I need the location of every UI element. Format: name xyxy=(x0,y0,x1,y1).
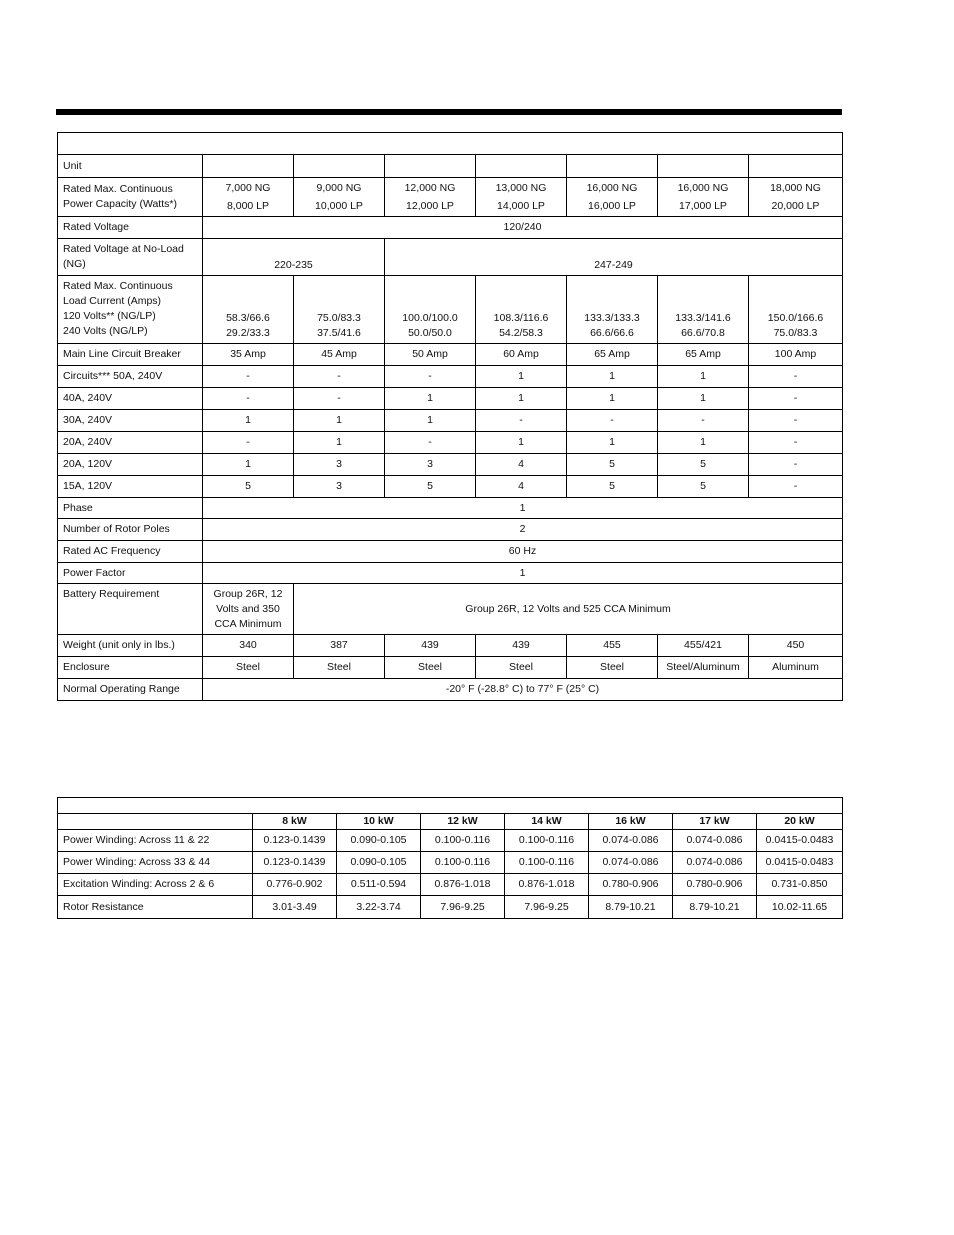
top-rule xyxy=(56,109,842,115)
row-label: Power Winding: Across 11 & 22 xyxy=(58,830,253,852)
cell-value: 3.01-3.49 xyxy=(253,896,337,919)
cell-value: 13,000 NG xyxy=(495,181,547,194)
cell-value: 7.96-9.25 xyxy=(505,896,589,919)
row-label: 20A, 240V xyxy=(58,432,203,454)
cell-value: 455/421 xyxy=(658,635,749,657)
cell-value: 45 Amp xyxy=(294,344,385,366)
cell-value: 0.780-0.906 xyxy=(589,874,673,896)
unit-row xyxy=(58,155,843,178)
column-header: 10 kW xyxy=(337,814,421,830)
noload-row xyxy=(58,239,843,276)
cell-value: 60 Amp xyxy=(476,344,567,366)
cell-value: Steel xyxy=(203,657,294,679)
cell-value: 100 Amp xyxy=(749,344,843,366)
column-header: 20 kW xyxy=(757,814,843,830)
phase-row xyxy=(58,498,843,519)
cell-value: 247-249 xyxy=(385,239,843,276)
power-factor-row xyxy=(58,563,843,584)
column-header: 8 kW xyxy=(253,814,337,830)
enclosure-row xyxy=(58,657,843,679)
cell-value: 8.79-10.21 xyxy=(589,896,673,919)
row-label: Battery Requirement xyxy=(58,584,203,635)
cell-value: - xyxy=(749,366,843,388)
cell-value: 8,000 LP xyxy=(226,199,270,212)
cell-value: 8.79-10.21 xyxy=(673,896,757,919)
frequency-row xyxy=(58,541,843,563)
cell-value: - xyxy=(294,388,385,410)
battery-row xyxy=(58,584,843,635)
cell-value: - xyxy=(476,410,567,432)
table-row xyxy=(58,830,843,852)
cell-value: 0.100-0.116 xyxy=(421,852,505,874)
cell-value: 0.0415-0.0483 xyxy=(757,830,843,852)
cell-value: - xyxy=(203,432,294,454)
cell-value: 0.074-0.086 xyxy=(589,830,673,852)
row-label: Rated AC Frequency xyxy=(58,541,203,563)
cell-value: 100.0/100.0 xyxy=(402,312,458,324)
breaker-row xyxy=(58,344,843,366)
row-label: Main Line Circuit Breaker xyxy=(58,344,203,366)
cell-value: 5 xyxy=(658,454,749,476)
cell-value: 2 xyxy=(203,519,843,541)
cell-value: 133.3/141.6 xyxy=(675,312,731,324)
row-label: Rated Max. Continuous Load Current (Amps) 120 Volts** (NG/LP) 240 Volts (NG/LP) xyxy=(58,276,203,344)
table-row xyxy=(58,874,843,896)
table-row xyxy=(58,896,843,919)
column-header: 12 kW xyxy=(421,814,505,830)
cell-value: Group 26R, 12 Volts and 350 CCA Minimum xyxy=(203,584,294,635)
cell-value: 0.876-1.018 xyxy=(421,874,505,896)
cell-value: 1 xyxy=(385,388,476,410)
row-label: Phase xyxy=(58,498,203,519)
cell-value: 0.100-0.116 xyxy=(505,852,589,874)
cell-value: 340 xyxy=(203,635,294,657)
cell-value: 16,000 LP xyxy=(588,199,636,212)
row-label: 30A, 240V xyxy=(58,410,203,432)
cell-value: 9,000 NG xyxy=(316,181,362,194)
row-label: 15A, 120V xyxy=(58,476,203,498)
cell-value: 0.090-0.105 xyxy=(337,830,421,852)
cell-value: - xyxy=(749,410,843,432)
cell-value: 1 xyxy=(203,498,843,519)
cell-value: 5 xyxy=(203,476,294,498)
cell-value: - xyxy=(203,366,294,388)
cell-value: 4 xyxy=(476,454,567,476)
cell-value: 1 xyxy=(294,432,385,454)
cell-value: 65 Amp xyxy=(567,344,658,366)
cell-value: - xyxy=(749,388,843,410)
cell-value: Aluminum xyxy=(749,657,843,679)
cell-value: 1 xyxy=(385,410,476,432)
cell-value: 3 xyxy=(385,454,476,476)
row-label: Enclosure xyxy=(58,657,203,679)
cell-value: 1 xyxy=(294,410,385,432)
cell-value: 0.123-0.1439 xyxy=(253,852,337,874)
row-label: Number of Rotor Poles xyxy=(58,519,203,541)
circuit-30a-row xyxy=(58,410,843,432)
cell-value: 1 xyxy=(567,432,658,454)
cell-value: 5 xyxy=(567,476,658,498)
cell-value: Steel xyxy=(476,657,567,679)
row-label: Power Factor xyxy=(58,563,203,584)
cell-value: Steel xyxy=(385,657,476,679)
cell-value: 3.22-3.74 xyxy=(337,896,421,919)
table-row xyxy=(58,852,843,874)
cell-value: 0.090-0.105 xyxy=(337,852,421,874)
circuit-20a-240v-row xyxy=(58,432,843,454)
cell-value: 54.2/58.3 xyxy=(499,327,543,339)
cell-value: 7.96-9.25 xyxy=(421,896,505,919)
cell-value: 0.100-0.116 xyxy=(421,830,505,852)
cell-value: 50 Amp xyxy=(385,344,476,366)
cell-value: - xyxy=(567,410,658,432)
cell-value: 108.3/116.6 xyxy=(493,312,549,324)
cell-value: 220-235 xyxy=(203,239,385,276)
cell-value: 120/240 xyxy=(203,217,843,239)
cell-value: 1 xyxy=(658,366,749,388)
poles-row xyxy=(58,519,843,541)
cell-value: 387 xyxy=(294,635,385,657)
circuit-15a-row xyxy=(58,476,843,498)
cell-value: 12,000 LP xyxy=(406,199,454,212)
cell-value: 50.0/50.0 xyxy=(408,327,452,339)
cell-value: 58.3/66.6 xyxy=(226,312,270,324)
cell-value: - xyxy=(658,410,749,432)
resistance-table xyxy=(57,797,843,919)
cell-value: - xyxy=(203,388,294,410)
cell-value: 14,000 LP xyxy=(497,199,545,212)
cell-value: 10.02-11.65 xyxy=(757,896,843,919)
resistance-title-row xyxy=(58,798,843,814)
row-label: Rotor Resistance xyxy=(58,896,253,919)
cell-value: 1 xyxy=(476,432,567,454)
cell-value: 1 xyxy=(567,388,658,410)
cell-value: 455 xyxy=(567,635,658,657)
cell-value: 35 Amp xyxy=(203,344,294,366)
cell-value: -20° F (-28.8° C) to 77° F (25° C) xyxy=(203,679,843,701)
cell-value: 0.731-0.850 xyxy=(757,874,843,896)
cell-value: 1 xyxy=(658,388,749,410)
cell-value: Group 26R, 12 Volts and 525 CCA Minimum xyxy=(294,584,843,635)
cell-value: 75.0/83.3 xyxy=(773,327,818,339)
row-label: 20A, 120V xyxy=(58,454,203,476)
cell-value: 0.0415-0.0483 xyxy=(757,852,843,874)
cell-value: 0.074-0.086 xyxy=(673,852,757,874)
cell-value: 0.876-1.018 xyxy=(505,874,589,896)
cell-value: 3 xyxy=(294,454,385,476)
row-label: Weight (unit only in lbs.) xyxy=(58,635,203,657)
row-label: Normal Operating Range xyxy=(58,679,203,701)
cell-value: 16,000 NG xyxy=(586,181,638,194)
cell-value: 439 xyxy=(476,635,567,657)
circuit-40a-row xyxy=(58,388,843,410)
cell-value: 17,000 LP xyxy=(679,199,727,212)
circuit-50a-row xyxy=(58,366,843,388)
voltage-row xyxy=(58,217,843,239)
cell-value: - xyxy=(385,432,476,454)
cell-value: 1 xyxy=(203,563,843,584)
cell-value: 0.780-0.906 xyxy=(673,874,757,896)
resistance-header-row xyxy=(58,814,843,830)
cell-value: 1 xyxy=(658,432,749,454)
cell-value: 20,000 LP xyxy=(771,199,820,212)
row-label: Rated Voltage at No-Load (NG) xyxy=(58,239,203,276)
cell-value: 1 xyxy=(476,366,567,388)
current-row xyxy=(58,276,843,344)
cell-value: 450 xyxy=(749,635,843,657)
weight-row xyxy=(58,635,843,657)
cell-value: 0.776-0.902 xyxy=(253,874,337,896)
cell-value: 1 xyxy=(476,388,567,410)
row-label: Rated Max. Continuous Power Capacity (Watts*) xyxy=(58,178,203,217)
cell-value: 66.6/70.8 xyxy=(681,327,725,339)
cell-value: 5 xyxy=(658,476,749,498)
cell-value: 0.100-0.116 xyxy=(505,830,589,852)
cell-value: 0.074-0.086 xyxy=(589,852,673,874)
cell-value: 5 xyxy=(567,454,658,476)
cell-value: 7,000 NG xyxy=(225,181,271,194)
spec-title-row xyxy=(58,133,843,155)
cell-value: 12,000 NG xyxy=(404,181,456,194)
row-label: Circuits*** 50A, 240V xyxy=(58,366,203,388)
cell-value: 65 Amp xyxy=(658,344,749,366)
cell-value: 5 xyxy=(385,476,476,498)
cell-value: 0.123-0.1439 xyxy=(253,830,337,852)
column-header: 14 kW xyxy=(505,814,589,830)
capacity-row xyxy=(58,178,843,217)
cell-value: Steel xyxy=(567,657,658,679)
cell-value: 1 xyxy=(567,366,658,388)
cell-value: 3 xyxy=(294,476,385,498)
cell-value: 439 xyxy=(385,635,476,657)
specifications-table xyxy=(57,132,843,701)
cell-value: 18,000 NG xyxy=(770,181,821,194)
cell-value: 0.074-0.086 xyxy=(673,830,757,852)
cell-value: 66.6/66.6 xyxy=(590,327,634,339)
cell-value: Steel xyxy=(294,657,385,679)
cell-value: 29.2/33.3 xyxy=(226,327,270,339)
cell-value: 4 xyxy=(476,476,567,498)
row-label: Power Winding: Across 33 & 44 xyxy=(58,852,253,874)
cell-value: 0.511-0.594 xyxy=(337,874,421,896)
column-header: 17 kW xyxy=(673,814,757,830)
cell-value: 60 Hz xyxy=(203,541,843,563)
cell-value: 150.0/166.6 xyxy=(767,312,824,324)
column-header: 16 kW xyxy=(589,814,673,830)
cell-value: 133.3/133.3 xyxy=(584,312,640,324)
row-label: 40A, 240V xyxy=(58,388,203,410)
cell-value: - xyxy=(749,476,843,498)
cell-value: - xyxy=(749,454,843,476)
row-label: Excitation Winding: Across 2 & 6 xyxy=(58,874,253,896)
cell-value: - xyxy=(294,366,385,388)
cell-value: - xyxy=(749,432,843,454)
cell-value: Steel/Aluminum xyxy=(658,657,749,679)
cell-value: 1 xyxy=(203,410,294,432)
circuit-20a-120v-row xyxy=(58,454,843,476)
cell-value: 16,000 NG xyxy=(677,181,729,194)
row-label: Rated Voltage xyxy=(58,217,203,239)
row-label: Unit xyxy=(58,155,203,178)
cell-value: 10,000 LP xyxy=(315,199,363,212)
cell-value: 75.0/83.3 xyxy=(317,312,361,324)
cell-value: - xyxy=(385,366,476,388)
cell-value: 1 xyxy=(203,454,294,476)
cell-value: 37.5/41.6 xyxy=(317,327,361,339)
operating-range-row xyxy=(58,679,843,701)
